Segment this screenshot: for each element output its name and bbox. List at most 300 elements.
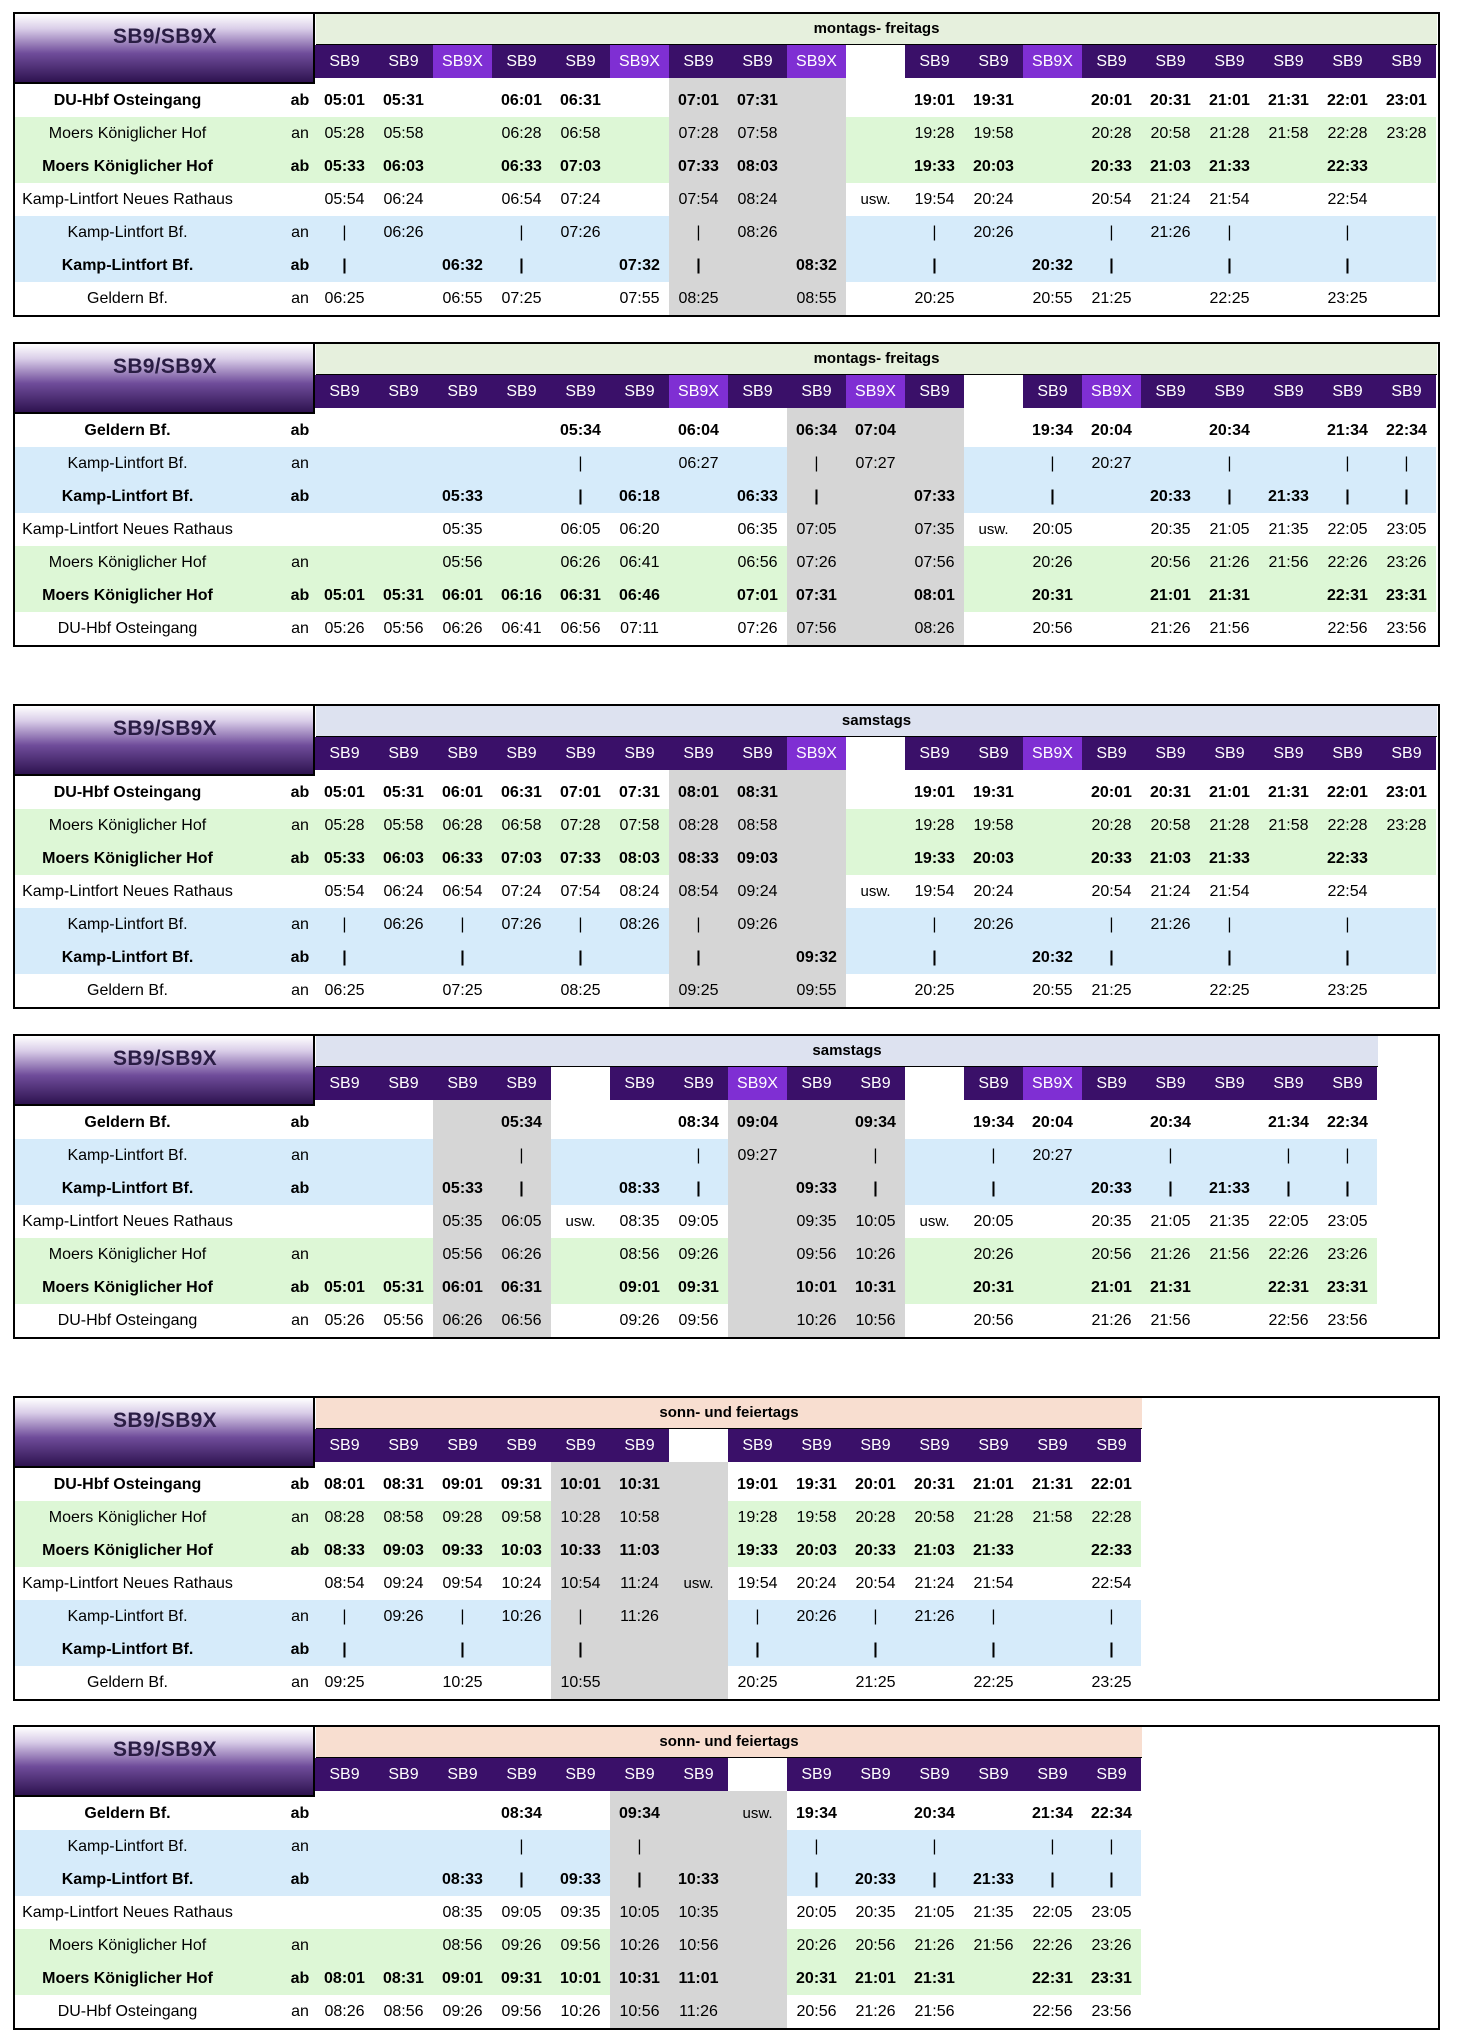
departure-time: 05:01 [324,92,365,109]
departure-time: 05:34 [501,1114,542,1131]
line-header-sb9: SB9 [669,1758,728,1791]
departure-time: 10:26 [560,2003,601,2020]
departure-time: 23:25 [1327,290,1368,307]
departure-time: 08:24 [737,191,778,208]
day-type-label: samstags [316,1036,1378,1067]
day-type-label: sonn- und feiertags [316,1727,1142,1758]
departure-time: 22:54 [1327,883,1368,900]
pass-through-mark: | [578,916,583,933]
departure-time: 20:25 [914,290,955,307]
stop-name: Geldern Bf. [87,1674,168,1691]
departure-time: 08:25 [678,290,719,307]
pass-through-mark: | [991,1641,996,1658]
pass-through-mark: | [578,949,583,966]
stop-name: Kamp-Lintfort Bf. [67,224,188,241]
departure-time: 22:34 [1386,422,1427,439]
line-header-sb9: SB9 [728,375,787,408]
departure-time: 09:26 [678,1246,719,1263]
departure-time: 19:31 [796,1476,837,1493]
arr-dep-marker: an [291,1509,309,1526]
stop-name: Moers Königlicher Hof [42,850,213,867]
line-header-sb9: SB9 [1082,1429,1141,1462]
timetable-3 [13,704,1440,1009]
departure-time: 19:28 [914,817,955,834]
pass-through-mark: | [696,949,701,966]
day-type-label: sonn- und feiertags [316,1398,1142,1429]
departure-time: 05:35 [442,521,483,538]
departure-time: 21:54 [1209,191,1250,208]
stop-name: Kamp-Lintfort Bf. [67,1838,188,1855]
arr-dep-marker: an [291,125,309,142]
departure-time: 06:26 [383,916,424,933]
departure-time: 06:16 [501,587,542,604]
arr-dep-marker: an [291,1312,309,1329]
pass-through-mark: | [1345,949,1350,966]
line-title: SB9/SB9X [113,717,217,740]
line-header-sb9: SB9 [1200,1067,1259,1100]
line-title-block [15,344,315,414]
pass-through-mark: | [1109,949,1114,966]
arr-dep-marker: ab [290,488,310,505]
departure-time: 06:46 [619,587,660,604]
departure-time: 22:28 [1327,125,1368,142]
departure-time: 21:05 [1150,1213,1191,1230]
departure-time: 23:26 [1386,554,1427,571]
pass-through-mark: | [991,1608,996,1625]
departure-time: 23:31 [1386,587,1427,604]
day-type-label: montags- freitags [316,14,1437,45]
departure-time: 21:56 [914,2003,955,2020]
stop-name: Moers Königlicher Hof [48,817,207,834]
departure-time: 07:33 [914,488,955,505]
departure-time: 06:31 [501,784,542,801]
departure-time: 22:25 [973,1674,1014,1691]
line-header-sb9: SB9 [964,737,1023,770]
departure-time: 20:01 [1091,92,1132,109]
departure-time: 21:24 [1150,191,1191,208]
pass-through-mark: | [814,1838,819,1855]
pass-through-mark: | [932,1871,937,1888]
departure-time: 06:33 [501,158,542,175]
departure-time: 05:28 [324,817,365,834]
line-header-sb9: SB9 [1259,1067,1318,1100]
stop-name: Kamp-Lintfort Neues Rathaus [22,1575,233,1592]
pass-through-mark: | [755,1641,760,1658]
departure-time: 06:31 [560,92,601,109]
line-header-sb9x: SB9X [787,737,846,770]
departure-time: 21:25 [1091,982,1132,999]
line-header-sb9: SB9 [1200,45,1259,78]
departure-time: 20:24 [973,191,1014,208]
departure-time: 21:34 [1327,422,1368,439]
pass-through-mark: | [1109,257,1114,274]
departure-time: 23:01 [1386,784,1427,801]
departure-time: 06:33 [737,488,778,505]
stop-name: DU-Hbf Osteingang [53,784,202,801]
line-title-block [15,1398,315,1468]
line-header-sb9: SB9 [1082,1067,1141,1100]
departure-time: 21:54 [1209,883,1250,900]
line-title: SB9/SB9X [113,1738,217,1761]
departure-time: 07:01 [737,587,778,604]
departure-time: 19:31 [973,784,1014,801]
departure-time: 20:04 [1032,1114,1073,1131]
departure-time: 09:26 [442,2003,483,2020]
departure-time: 22:28 [1327,817,1368,834]
departure-time: 09:54 [442,1575,483,1592]
departure-time: 07:26 [501,916,542,933]
departure-time: 08:26 [737,224,778,241]
stop-name: DU-Hbf Osteingang [53,1476,202,1493]
departure-time: 09:35 [560,1904,601,1921]
line-header-sb9: SB9 [610,1429,669,1462]
departure-time: 20:33 [1091,158,1132,175]
departure-time: 05:01 [324,784,365,801]
line-header-sb9x: SB9X [1023,737,1082,770]
departure-time: 08:01 [914,587,955,604]
departure-time: 09:27 [737,1147,778,1164]
departure-time: 22:33 [1327,850,1368,867]
line-header-sb9: SB9 [374,1067,433,1100]
departure-time: 20:27 [1032,1147,1073,1164]
line-header-sb9x: SB9X [610,45,669,78]
stop-name: Moers Königlicher Hof [42,1279,213,1296]
usw-note: usw. [742,1805,773,1822]
line-header-sb9: SB9 [905,1758,964,1791]
departure-time: 19:34 [1032,422,1073,439]
line-header-sb9x: SB9X [1023,45,1082,78]
line-header-sb9x: SB9X [1082,375,1141,408]
departure-time: 07:33 [560,850,601,867]
departure-time: 09:01 [442,1970,483,1987]
pass-through-mark: | [342,916,347,933]
departure-time: 09:24 [383,1575,424,1592]
departure-time: 21:31 [914,1970,955,1987]
departure-time: 05:31 [383,1279,424,1296]
departure-time: 21:31 [1268,784,1309,801]
pass-through-mark: | [519,1147,524,1164]
pass-through-mark: | [1168,1180,1173,1197]
departure-time: 09:24 [737,883,778,900]
departure-time: 09:33 [560,1871,601,1888]
pass-through-mark: | [1109,1608,1114,1625]
line-title-block [15,1727,315,1797]
departure-time: 21:26 [1150,224,1191,241]
departure-time: 08:24 [619,883,660,900]
day-type-label: samstags [316,706,1437,737]
departure-time: 05:28 [324,125,365,142]
timetable-6 [13,1725,1440,2030]
departure-time: 09:34 [619,1805,660,1822]
pass-through-mark: | [696,1180,701,1197]
departure-time: 20:04 [1091,422,1132,439]
departure-time: 07:32 [619,257,660,274]
departure-time: 19:33 [914,850,955,867]
departure-time: 23:26 [1091,1937,1132,1954]
departure-time: 06:31 [560,587,601,604]
departure-time: 07:03 [560,158,601,175]
departure-time: 20:31 [1032,587,1073,604]
stop-name: Kamp-Lintfort Neues Rathaus [22,1213,233,1230]
stop-name: Kamp-Lintfort Bf. [67,916,188,933]
departure-time: 19:33 [914,158,955,175]
departure-time: 23:28 [1386,817,1427,834]
departure-time: 20:26 [796,1937,837,1954]
pass-through-mark: | [578,455,583,472]
departure-time: 21:26 [1209,554,1250,571]
stop-name: Kamp-Lintfort Bf. [61,949,194,966]
departure-time: 20:54 [855,1575,896,1592]
arr-dep-marker: ab [290,587,310,604]
departure-time: 07:56 [914,554,955,571]
line-header-sb9: SB9 [1377,45,1436,78]
arr-dep-marker: an [291,1838,309,1855]
departure-time: 06:41 [619,554,660,571]
line-title-block [15,706,315,776]
pass-through-mark: | [1345,257,1350,274]
departure-time: 08:33 [324,1542,365,1559]
departure-time: 05:56 [442,554,483,571]
pass-through-mark: | [1345,455,1350,472]
departure-time: 11:01 [678,1970,719,1987]
departure-time: 08:26 [619,916,660,933]
departure-time: 06:01 [442,784,483,801]
departure-time: 09:03 [737,850,778,867]
departure-time: 20:56 [1091,1246,1132,1263]
pass-through-mark: | [814,488,819,505]
departure-time: 22:26 [1327,554,1368,571]
line-header-sb9: SB9 [610,737,669,770]
departure-time: 09:05 [678,1213,719,1230]
pass-through-mark: | [519,1838,524,1855]
pass-through-mark: | [873,1180,878,1197]
departure-time: 10:26 [619,1937,660,1954]
departure-time: 08:56 [442,1937,483,1954]
line-header-sb9: SB9 [964,45,1023,78]
departure-time: 19:54 [914,191,955,208]
day-type-label: montags- freitags [316,344,1437,375]
departure-time: 06:35 [737,521,778,538]
departure-time: 21:56 [1209,620,1250,637]
departure-time: 08:01 [324,1970,365,1987]
line-header-sb9: SB9 [669,737,728,770]
departure-time: 21:58 [1032,1509,1073,1526]
pass-through-mark: | [1227,916,1232,933]
line-header-sb9: SB9 [964,1067,1023,1100]
departure-time: 20:31 [914,1476,955,1493]
departure-time: 08:26 [324,2003,365,2020]
arr-dep-marker: an [291,1608,309,1625]
departure-time: 20:31 [1150,92,1191,109]
arr-dep-marker: ab [290,1871,310,1888]
line-header-sb9: SB9 [1141,737,1200,770]
line-header-sb9: SB9 [787,1429,846,1462]
line-header-sb9: SB9 [1200,737,1259,770]
departure-time: 20:58 [914,1509,955,1526]
departure-time: 07:01 [560,784,601,801]
departure-time: 11:26 [679,2003,718,2020]
departure-time: 22:05 [1268,1213,1309,1230]
pass-through-mark: | [519,1180,524,1197]
stop-name: Moers Königlicher Hof [48,1246,207,1263]
line-header-sb9: SB9 [492,1067,551,1100]
departure-time: 21:03 [1150,158,1191,175]
pass-through-mark: | [696,224,701,241]
line-header-sb9: SB9 [787,1067,846,1100]
departure-time: 21:03 [914,1542,955,1559]
stop-name: Kamp-Lintfort Bf. [61,488,194,505]
arr-dep-marker: an [291,620,309,637]
departure-time: 07:55 [619,290,660,307]
departure-time: 07:31 [796,587,837,604]
pass-through-mark: | [460,949,465,966]
departure-time: 06:31 [501,1279,542,1296]
departure-time: 05:26 [324,1312,365,1329]
departure-time: 10:26 [855,1246,896,1263]
arr-dep-marker: ab [290,158,310,175]
pass-through-mark: | [1404,488,1409,505]
departure-time: 07:54 [678,191,719,208]
departure-time: 21:28 [1209,817,1250,834]
departure-time: 21:03 [1150,850,1191,867]
stop-name: Geldern Bf. [87,982,168,999]
departure-time: 10:56 [678,1937,719,1954]
pass-through-mark: | [755,1608,760,1625]
departure-time: 10:05 [855,1213,896,1230]
departure-time: 08:31 [737,784,778,801]
timetable-1 [13,12,1440,317]
departure-time: 05:01 [324,1279,365,1296]
line-header-sb9: SB9 [1259,737,1318,770]
departure-time: 22:31 [1327,587,1368,604]
departure-time: 08:55 [796,290,837,307]
departure-time: 10:56 [619,2003,660,2020]
departure-time: 11:24 [620,1575,659,1592]
departure-time: 08:35 [442,1904,483,1921]
departure-time: 22:26 [1032,1937,1073,1954]
stop-name: Geldern Bf. [84,1805,171,1822]
line-header-sb9: SB9 [728,45,787,78]
line-header-sb9: SB9 [492,45,551,78]
departure-time: 08:33 [442,1871,483,1888]
departure-time: 20:05 [973,1213,1014,1230]
departure-time: 05:34 [560,422,601,439]
line-header-sb9x: SB9X [728,1067,787,1100]
departure-time: 09:56 [796,1246,837,1263]
pass-through-mark: | [991,1147,996,1164]
arr-dep-marker: an [291,455,309,472]
departure-time: 20:33 [1150,488,1191,505]
departure-time: 10:05 [619,1904,660,1921]
departure-time: 09:26 [737,916,778,933]
departure-time: 08:54 [678,883,719,900]
pass-through-mark: | [932,949,937,966]
line-header-sb9: SB9 [1141,375,1200,408]
line-header-sb9: SB9 [374,1758,433,1791]
departure-time: 21:56 [1268,554,1309,571]
departure-time: 06:34 [796,422,837,439]
departure-time: 22:26 [1268,1246,1309,1263]
usw-note: usw. [860,883,891,900]
departure-time: 23:01 [1386,92,1427,109]
departure-time: 20:31 [973,1279,1014,1296]
departure-time: 19:54 [914,883,955,900]
departure-time: 20:33 [855,1871,896,1888]
departure-time: 20:54 [1091,883,1132,900]
stop-name: Kamp-Lintfort Bf. [67,1147,188,1164]
arr-dep-marker: ab [290,1542,310,1559]
departure-time: 08:33 [678,850,719,867]
departure-time: 20:24 [973,883,1014,900]
departure-time: 07:28 [678,125,719,142]
departure-time: 20:35 [1150,521,1191,538]
departure-time: 22:56 [1327,620,1368,637]
stop-name: Kamp-Lintfort Neues Rathaus [22,1904,233,1921]
departure-time: 06:18 [619,488,660,505]
line-header-sb9: SB9 [433,1067,492,1100]
departure-time: 20:31 [1150,784,1191,801]
departure-time: 23:05 [1386,521,1427,538]
departure-time: 10:31 [619,1970,660,1987]
line-header-sb9: SB9 [315,737,374,770]
departure-time: 06:01 [501,92,542,109]
departure-time: 06:01 [442,587,483,604]
arr-dep-marker: ab [290,1641,310,1658]
departure-time: 22:33 [1091,1542,1132,1559]
departure-time: 08:28 [678,817,719,834]
arr-dep-marker: ab [290,850,310,867]
pass-through-mark: | [1050,1871,1055,1888]
departure-time: 07:27 [855,455,896,472]
departure-time: 05:26 [324,620,365,637]
departure-time: 23:56 [1386,620,1427,637]
departure-time: 20:28 [1091,817,1132,834]
stop-name: DU-Hbf Osteingang [57,1312,198,1329]
departure-time: 23:56 [1091,2003,1132,2020]
line-header-sb9: SB9 [433,375,492,408]
stop-name: Geldern Bf. [84,422,171,439]
pass-through-mark: | [342,224,347,241]
pass-through-mark: | [696,1147,701,1164]
departure-time: 21:31 [1209,587,1250,604]
departure-time: 20:26 [973,1246,1014,1263]
departure-time: 08:26 [914,620,955,637]
stop-name: Moers Königlicher Hof [48,1937,207,1954]
departure-time: 19:01 [914,784,955,801]
line-header-sb9: SB9 [433,1758,492,1791]
departure-time: 22:31 [1032,1970,1073,1987]
line-header-sb9: SB9 [1023,1429,1082,1462]
departure-time: 21:56 [973,1937,1014,1954]
line-title: SB9/SB9X [113,355,217,378]
pass-through-mark: | [460,916,465,933]
departure-time: 21:01 [1091,1279,1132,1296]
line-header-sb9: SB9 [433,737,492,770]
arr-dep-marker: ab [290,1180,310,1197]
departure-time: 06:05 [560,521,601,538]
departure-time: 06:55 [442,290,483,307]
line-header-sb9: SB9 [1259,45,1318,78]
arr-dep-marker: an [291,817,309,834]
departure-time: 19:34 [973,1114,1014,1131]
stop-name: Kamp-Lintfort Bf. [67,455,188,472]
departure-time: 21:26 [1091,1312,1132,1329]
departure-time: 09:31 [501,1476,542,1493]
timetable-5 [13,1396,1440,1701]
pass-through-mark: | [1050,1838,1055,1855]
pass-through-mark: | [932,916,937,933]
departure-time: 08:01 [324,1476,365,1493]
